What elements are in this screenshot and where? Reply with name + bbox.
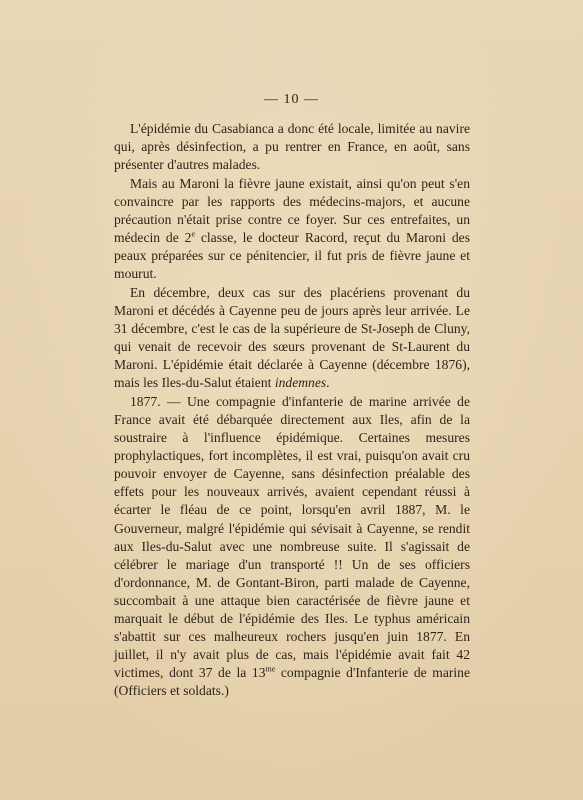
paragraph — [114, 284, 470, 393]
superscript: e — [191, 229, 195, 239]
paragraph — [114, 175, 470, 284]
paragraph-text: En décembre, deux cas sur des placériens provenant du Maroni et décédés à Cayenne peu de jours après leur arrivée. Le 31 décembre, c'est le cas de la supérieure de St-Joseph de Cluny, qui venait de recevoir des sœurs provenant de St-Laurent du Maroni. L'épidémie était déclarée à Cayenne (décembre 1876), mais les Iles-du-Salut étaient — [114, 284, 470, 391]
superscript: me — [265, 664, 276, 674]
paragraph-text-continued: . — [326, 375, 330, 391]
paragraph-text: 1877. — Une compagnie d'infanterie de marine arrivée de France avait été débarquée directement aux Iles, afin de la soustraire à l'influence épidémique. Certaines mesures prophylactiques, fort incomplètes, il est vrai, puisqu'on avait cru pouvoir envoyer de Cayenne, sans désinfection préalable des effets pour les nouveaux arrivés, avaient cependant réussi à écarter le fléau de ce point, lorsqu'en avril 1887, M. le Gouverneur, malgré l'épidémie qui sévisait à Cayenne, se rendit aux Iles-du-Salut avec une nombreuse suite. Il s'agissait de célébrer le mariage d'un transporté !! Un de ses officiers d'ordonnance, M. de Gontant-Biron, parti malade de Cayenne, succombait à une attaque bien caractérisée de fièvre jaune et marquait le début de l'épidémie des Iles. Le typhus américain s'abattit sur ces malheureux rochers jusqu'en juin 1877. En juillet, il n'y avait plus de cas, mais l'épidémie avait fait 42 victimes, dont 37 de la 13 — [114, 393, 470, 681]
paragraph-text: L'épidémie du Casabianca a donc été locale, limitée au navire qui, après désinfection, a pu rentrer en France, en août, sans présenter d'autres malades. — [114, 121, 470, 173]
body-text — [114, 120, 470, 701]
paragraph-text-continued: compagnie d'Infanterie de marine (Officiers et soldats.) — [114, 665, 470, 699]
paragraph-text-continued: classe, le docteur Racord, reçut du Maroni des peaux préparées sur ce pénitencier, il fut pris de fièvre jaune et mourut. — [114, 230, 470, 282]
paragraph — [114, 120, 470, 174]
emphasis-text: indemnes — [274, 375, 327, 391]
page-number: — 10 — — [264, 92, 319, 107]
paragraph — [114, 393, 470, 701]
paragraph-text: Mais au Maroni la fièvre jaune existait, ainsi qu'on peut s'en convaincre par les rapports des médecins-majors, et aucune précaution n'était prise contre ce foyer. Sur ces entrefaites, un médecin de 2 — [114, 175, 470, 246]
